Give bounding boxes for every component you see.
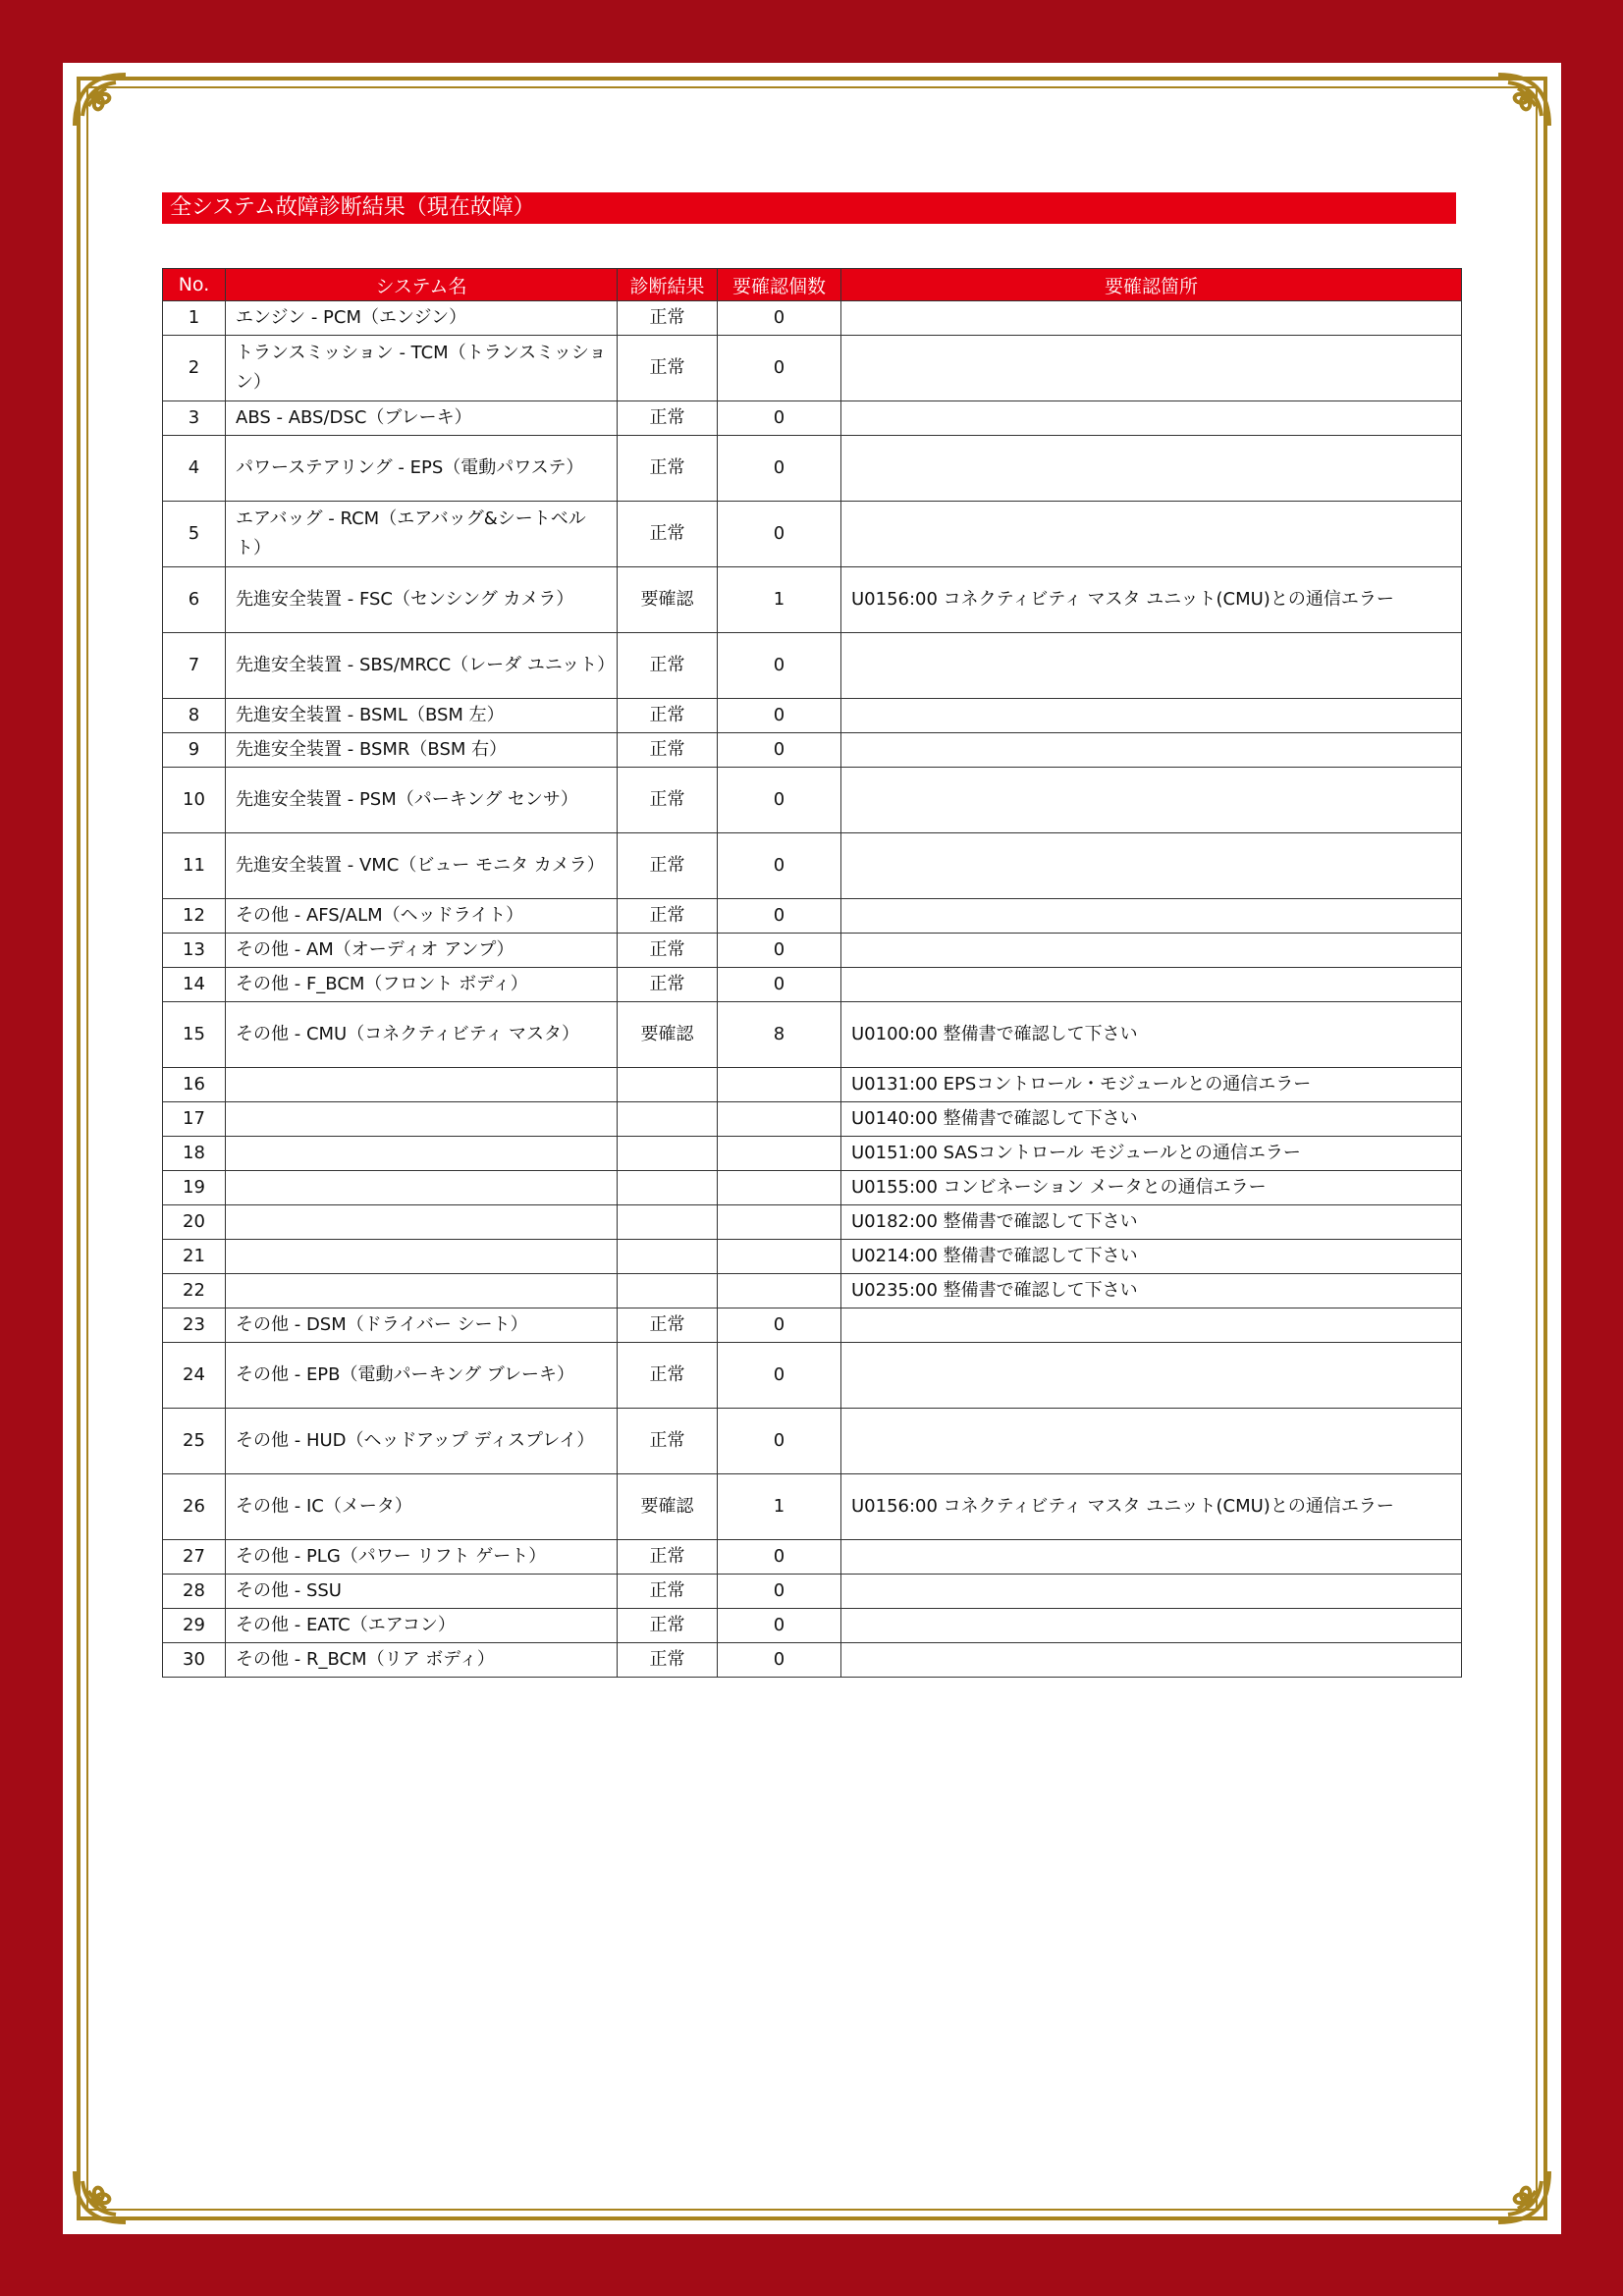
table-row bbox=[163, 1308, 1462, 1343]
cell-check-count: 0 bbox=[718, 301, 841, 336]
cell-diagnosis-result: 正常 bbox=[618, 968, 718, 1002]
cell-no: 17 bbox=[163, 1102, 226, 1137]
cell-check-location bbox=[841, 1409, 1462, 1474]
cell-check-count: 1 bbox=[718, 567, 841, 633]
cell-system-name bbox=[226, 1240, 618, 1274]
cell-no: 9 bbox=[163, 733, 226, 768]
cell-check-location: U0151:00 SASコントロール モジュールとの通信エラー bbox=[841, 1137, 1462, 1171]
cell-no: 26 bbox=[163, 1474, 226, 1540]
cell-check-count bbox=[718, 1137, 841, 1171]
cell-diagnosis-result: 要確認 bbox=[618, 567, 718, 633]
cell-system-name bbox=[226, 1205, 618, 1240]
cell-diagnosis-result: 正常 bbox=[618, 1575, 718, 1609]
cell-check-location: U0214:00 整備書で確認して下さい bbox=[841, 1240, 1462, 1274]
cell-diagnosis-result: 正常 bbox=[618, 633, 718, 699]
cell-check-location bbox=[841, 336, 1462, 401]
report-page bbox=[63, 63, 1561, 2234]
cell-check-location: U0100:00 整備書で確認して下さい bbox=[841, 1002, 1462, 1068]
cell-diagnosis-result: 正常 bbox=[618, 502, 718, 567]
cell-check-location bbox=[841, 1343, 1462, 1409]
cell-no: 29 bbox=[163, 1609, 226, 1643]
cell-no: 24 bbox=[163, 1343, 226, 1409]
cell-no: 28 bbox=[163, 1575, 226, 1609]
cell-diagnosis-result: 正常 bbox=[618, 899, 718, 934]
cell-check-location bbox=[841, 1643, 1462, 1678]
table-row bbox=[163, 733, 1462, 768]
cell-diagnosis-result: 要確認 bbox=[618, 1474, 718, 1540]
table-row bbox=[163, 899, 1462, 934]
cell-diagnosis-result bbox=[618, 1171, 718, 1205]
cell-no: 18 bbox=[163, 1137, 226, 1171]
header-system: システム名 bbox=[226, 269, 618, 301]
cell-check-count: 0 bbox=[718, 699, 841, 733]
cell-no: 16 bbox=[163, 1068, 226, 1102]
cell-diagnosis-result: 正常 bbox=[618, 1609, 718, 1643]
corner-ornament-icon bbox=[67, 67, 161, 161]
cell-system-name: 先進安全装置 - PSM（パーキング センサ） bbox=[226, 768, 618, 833]
cell-check-count: 0 bbox=[718, 633, 841, 699]
cell-diagnosis-result bbox=[618, 1137, 718, 1171]
cell-check-count: 0 bbox=[718, 768, 841, 833]
cell-check-location bbox=[841, 436, 1462, 502]
cell-diagnosis-result: 正常 bbox=[618, 301, 718, 336]
cell-diagnosis-result: 正常 bbox=[618, 1409, 718, 1474]
cell-system-name: パワーステアリング - EPS（電動パワステ） bbox=[226, 436, 618, 502]
corner-ornament-icon bbox=[1463, 67, 1557, 161]
table-row bbox=[163, 833, 1462, 899]
cell-check-location bbox=[841, 968, 1462, 1002]
cell-no: 23 bbox=[163, 1308, 226, 1343]
cell-check-location bbox=[841, 401, 1462, 436]
header-no: No. bbox=[163, 269, 226, 301]
cell-system-name: その他 - R_BCM（リア ボディ） bbox=[226, 1643, 618, 1678]
cell-no: 1 bbox=[163, 301, 226, 336]
cell-diagnosis-result: 正常 bbox=[618, 436, 718, 502]
table-header-row bbox=[163, 269, 1462, 301]
cell-system-name: その他 - PLG（パワー リフト ゲート） bbox=[226, 1540, 618, 1575]
cell-diagnosis-result: 正常 bbox=[618, 1540, 718, 1575]
cell-check-location bbox=[841, 502, 1462, 567]
cell-check-location bbox=[841, 633, 1462, 699]
cell-check-location bbox=[841, 899, 1462, 934]
cell-system-name: その他 - DSM（ドライバー シート） bbox=[226, 1308, 618, 1343]
header-location: 要確認箇所 bbox=[841, 269, 1462, 301]
cell-diagnosis-result: 正常 bbox=[618, 401, 718, 436]
cell-no: 21 bbox=[163, 1240, 226, 1274]
cell-check-count: 0 bbox=[718, 968, 841, 1002]
cell-diagnosis-result: 正常 bbox=[618, 1643, 718, 1678]
cell-diagnosis-result: 正常 bbox=[618, 336, 718, 401]
cell-check-count: 0 bbox=[718, 1540, 841, 1575]
cell-system-name: 先進安全装置 - BSMR（BSM 右） bbox=[226, 733, 618, 768]
cell-system-name: エンジン - PCM（エンジン） bbox=[226, 301, 618, 336]
cell-check-location: U0131:00 EPSコントロール・モジュールとの通信エラー bbox=[841, 1068, 1462, 1102]
cell-diagnosis-result: 正常 bbox=[618, 733, 718, 768]
table-row bbox=[163, 1474, 1462, 1540]
cell-no: 7 bbox=[163, 633, 226, 699]
cell-check-count: 0 bbox=[718, 1609, 841, 1643]
table-row bbox=[163, 1643, 1462, 1678]
section-title: 全システム故障診断結果（現在故障） bbox=[162, 192, 1456, 224]
cell-system-name: トランスミッション - TCM（トランスミッション） bbox=[226, 336, 618, 401]
cell-no: 25 bbox=[163, 1409, 226, 1474]
cell-check-count bbox=[718, 1205, 841, 1240]
table-row bbox=[163, 1068, 1462, 1102]
cell-system-name bbox=[226, 1068, 618, 1102]
cell-no: 2 bbox=[163, 336, 226, 401]
cell-check-count: 0 bbox=[718, 1343, 841, 1409]
cell-check-location bbox=[841, 1308, 1462, 1343]
cell-system-name: その他 - EPB（電動パーキング ブレーキ） bbox=[226, 1343, 618, 1409]
diagnosis-table bbox=[162, 268, 1462, 1678]
cell-check-count: 0 bbox=[718, 899, 841, 934]
cell-check-count bbox=[718, 1274, 841, 1308]
cell-no: 6 bbox=[163, 567, 226, 633]
cell-no: 20 bbox=[163, 1205, 226, 1240]
cell-no: 5 bbox=[163, 502, 226, 567]
table-row bbox=[163, 1540, 1462, 1575]
cell-check-location bbox=[841, 934, 1462, 968]
cell-system-name: その他 - EATC（エアコン） bbox=[226, 1609, 618, 1643]
table-row bbox=[163, 1002, 1462, 1068]
corner-ornament-icon bbox=[1463, 2136, 1557, 2230]
cell-system-name: その他 - CMU（コネクティビティ マスタ） bbox=[226, 1002, 618, 1068]
cell-diagnosis-result: 正常 bbox=[618, 833, 718, 899]
cell-no: 11 bbox=[163, 833, 226, 899]
cell-check-count: 0 bbox=[718, 1643, 841, 1678]
header-result: 診断結果 bbox=[618, 269, 718, 301]
cell-check-count bbox=[718, 1240, 841, 1274]
table-row bbox=[163, 633, 1462, 699]
cell-check-count bbox=[718, 1068, 841, 1102]
cell-check-location: U0235:00 整備書で確認して下さい bbox=[841, 1274, 1462, 1308]
cell-no: 13 bbox=[163, 934, 226, 968]
cell-check-count: 0 bbox=[718, 401, 841, 436]
table-row bbox=[163, 401, 1462, 436]
cell-no: 30 bbox=[163, 1643, 226, 1678]
cell-system-name bbox=[226, 1171, 618, 1205]
cell-check-count: 0 bbox=[718, 1409, 841, 1474]
cell-no: 3 bbox=[163, 401, 226, 436]
cell-diagnosis-result bbox=[618, 1102, 718, 1137]
cell-no: 27 bbox=[163, 1540, 226, 1575]
table-row bbox=[163, 1575, 1462, 1609]
table-row bbox=[163, 1409, 1462, 1474]
cell-no: 19 bbox=[163, 1171, 226, 1205]
table-row bbox=[163, 567, 1462, 633]
table-row bbox=[163, 301, 1462, 336]
cell-diagnosis-result bbox=[618, 1240, 718, 1274]
cell-system-name: その他 - F_BCM（フロント ボディ） bbox=[226, 968, 618, 1002]
table-row bbox=[163, 1137, 1462, 1171]
cell-system-name: その他 - SSU bbox=[226, 1575, 618, 1609]
cell-check-location: U0155:00 コンビネーション メータとの通信エラー bbox=[841, 1171, 1462, 1205]
header-count: 要確認個数 bbox=[718, 269, 841, 301]
cell-check-location: U0140:00 整備書で確認して下さい bbox=[841, 1102, 1462, 1137]
cell-system-name: その他 - AM（オーディオ アンプ） bbox=[226, 934, 618, 968]
table-row bbox=[163, 1609, 1462, 1643]
cell-system-name bbox=[226, 1102, 618, 1137]
cell-check-location bbox=[841, 301, 1462, 336]
table-row bbox=[163, 699, 1462, 733]
cell-diagnosis-result: 正常 bbox=[618, 934, 718, 968]
table-row bbox=[163, 336, 1462, 401]
cell-check-count bbox=[718, 1102, 841, 1137]
cell-system-name: その他 - IC（メータ） bbox=[226, 1474, 618, 1540]
cell-diagnosis-result bbox=[618, 1274, 718, 1308]
cell-check-location bbox=[841, 699, 1462, 733]
table-row bbox=[163, 436, 1462, 502]
cell-check-count: 0 bbox=[718, 336, 841, 401]
cell-no: 22 bbox=[163, 1274, 226, 1308]
cell-diagnosis-result: 正常 bbox=[618, 1308, 718, 1343]
cell-check-location bbox=[841, 1575, 1462, 1609]
table-row bbox=[163, 1205, 1462, 1240]
table-row bbox=[163, 1240, 1462, 1274]
cell-check-location bbox=[841, 733, 1462, 768]
table-row bbox=[163, 1274, 1462, 1308]
cell-check-location bbox=[841, 833, 1462, 899]
table-row bbox=[163, 1171, 1462, 1205]
cell-check-count: 0 bbox=[718, 436, 841, 502]
cell-check-count: 0 bbox=[718, 1575, 841, 1609]
table-row bbox=[163, 1343, 1462, 1409]
cell-no: 15 bbox=[163, 1002, 226, 1068]
cell-diagnosis-result bbox=[618, 1205, 718, 1240]
cell-check-location bbox=[841, 768, 1462, 833]
cell-diagnosis-result bbox=[618, 1068, 718, 1102]
cell-system-name: 先進安全装置 - SBS/MRCC（レーダ ユニット） bbox=[226, 633, 618, 699]
table-row bbox=[163, 934, 1462, 968]
cell-system-name: その他 - AFS/ALM（ヘッドライト） bbox=[226, 899, 618, 934]
cell-check-location: U0156:00 コネクティビティ マスタ ユニット(CMU)との通信エラー bbox=[841, 567, 1462, 633]
cell-check-count: 0 bbox=[718, 733, 841, 768]
cell-check-count bbox=[718, 1171, 841, 1205]
cell-check-count: 1 bbox=[718, 1474, 841, 1540]
cell-system-name: 先進安全装置 - BSML（BSM 左） bbox=[226, 699, 618, 733]
cell-system-name: 先進安全装置 - VMC（ビュー モニタ カメラ） bbox=[226, 833, 618, 899]
cell-system-name: ABS - ABS/DSC（ブレーキ） bbox=[226, 401, 618, 436]
corner-ornament-icon bbox=[67, 2136, 161, 2230]
cell-system-name bbox=[226, 1137, 618, 1171]
cell-no: 10 bbox=[163, 768, 226, 833]
table-row bbox=[163, 768, 1462, 833]
cell-no: 4 bbox=[163, 436, 226, 502]
cell-check-count: 0 bbox=[718, 934, 841, 968]
cell-no: 8 bbox=[163, 699, 226, 733]
table-row bbox=[163, 502, 1462, 567]
cell-system-name: その他 - HUD（ヘッドアップ ディスプレイ） bbox=[226, 1409, 618, 1474]
table-row bbox=[163, 1102, 1462, 1137]
cell-check-location bbox=[841, 1540, 1462, 1575]
cell-system-name: エアバッグ - RCM（エアバッグ&シートベルト） bbox=[226, 502, 618, 567]
cell-system-name bbox=[226, 1274, 618, 1308]
cell-check-count: 0 bbox=[718, 1308, 841, 1343]
cell-check-count: 0 bbox=[718, 833, 841, 899]
cell-check-location bbox=[841, 1609, 1462, 1643]
table-row bbox=[163, 968, 1462, 1002]
cell-diagnosis-result: 正常 bbox=[618, 768, 718, 833]
cell-diagnosis-result: 正常 bbox=[618, 699, 718, 733]
cell-system-name: 先進安全装置 - FSC（センシング カメラ） bbox=[226, 567, 618, 633]
cell-no: 12 bbox=[163, 899, 226, 934]
cell-check-count: 8 bbox=[718, 1002, 841, 1068]
cell-diagnosis-result: 要確認 bbox=[618, 1002, 718, 1068]
cell-check-count: 0 bbox=[718, 502, 841, 567]
cell-no: 14 bbox=[163, 968, 226, 1002]
cell-check-location: U0156:00 コネクティビティ マスタ ユニット(CMU)との通信エラー bbox=[841, 1474, 1462, 1540]
cell-diagnosis-result: 正常 bbox=[618, 1343, 718, 1409]
cell-check-location: U0182:00 整備書で確認して下さい bbox=[841, 1205, 1462, 1240]
